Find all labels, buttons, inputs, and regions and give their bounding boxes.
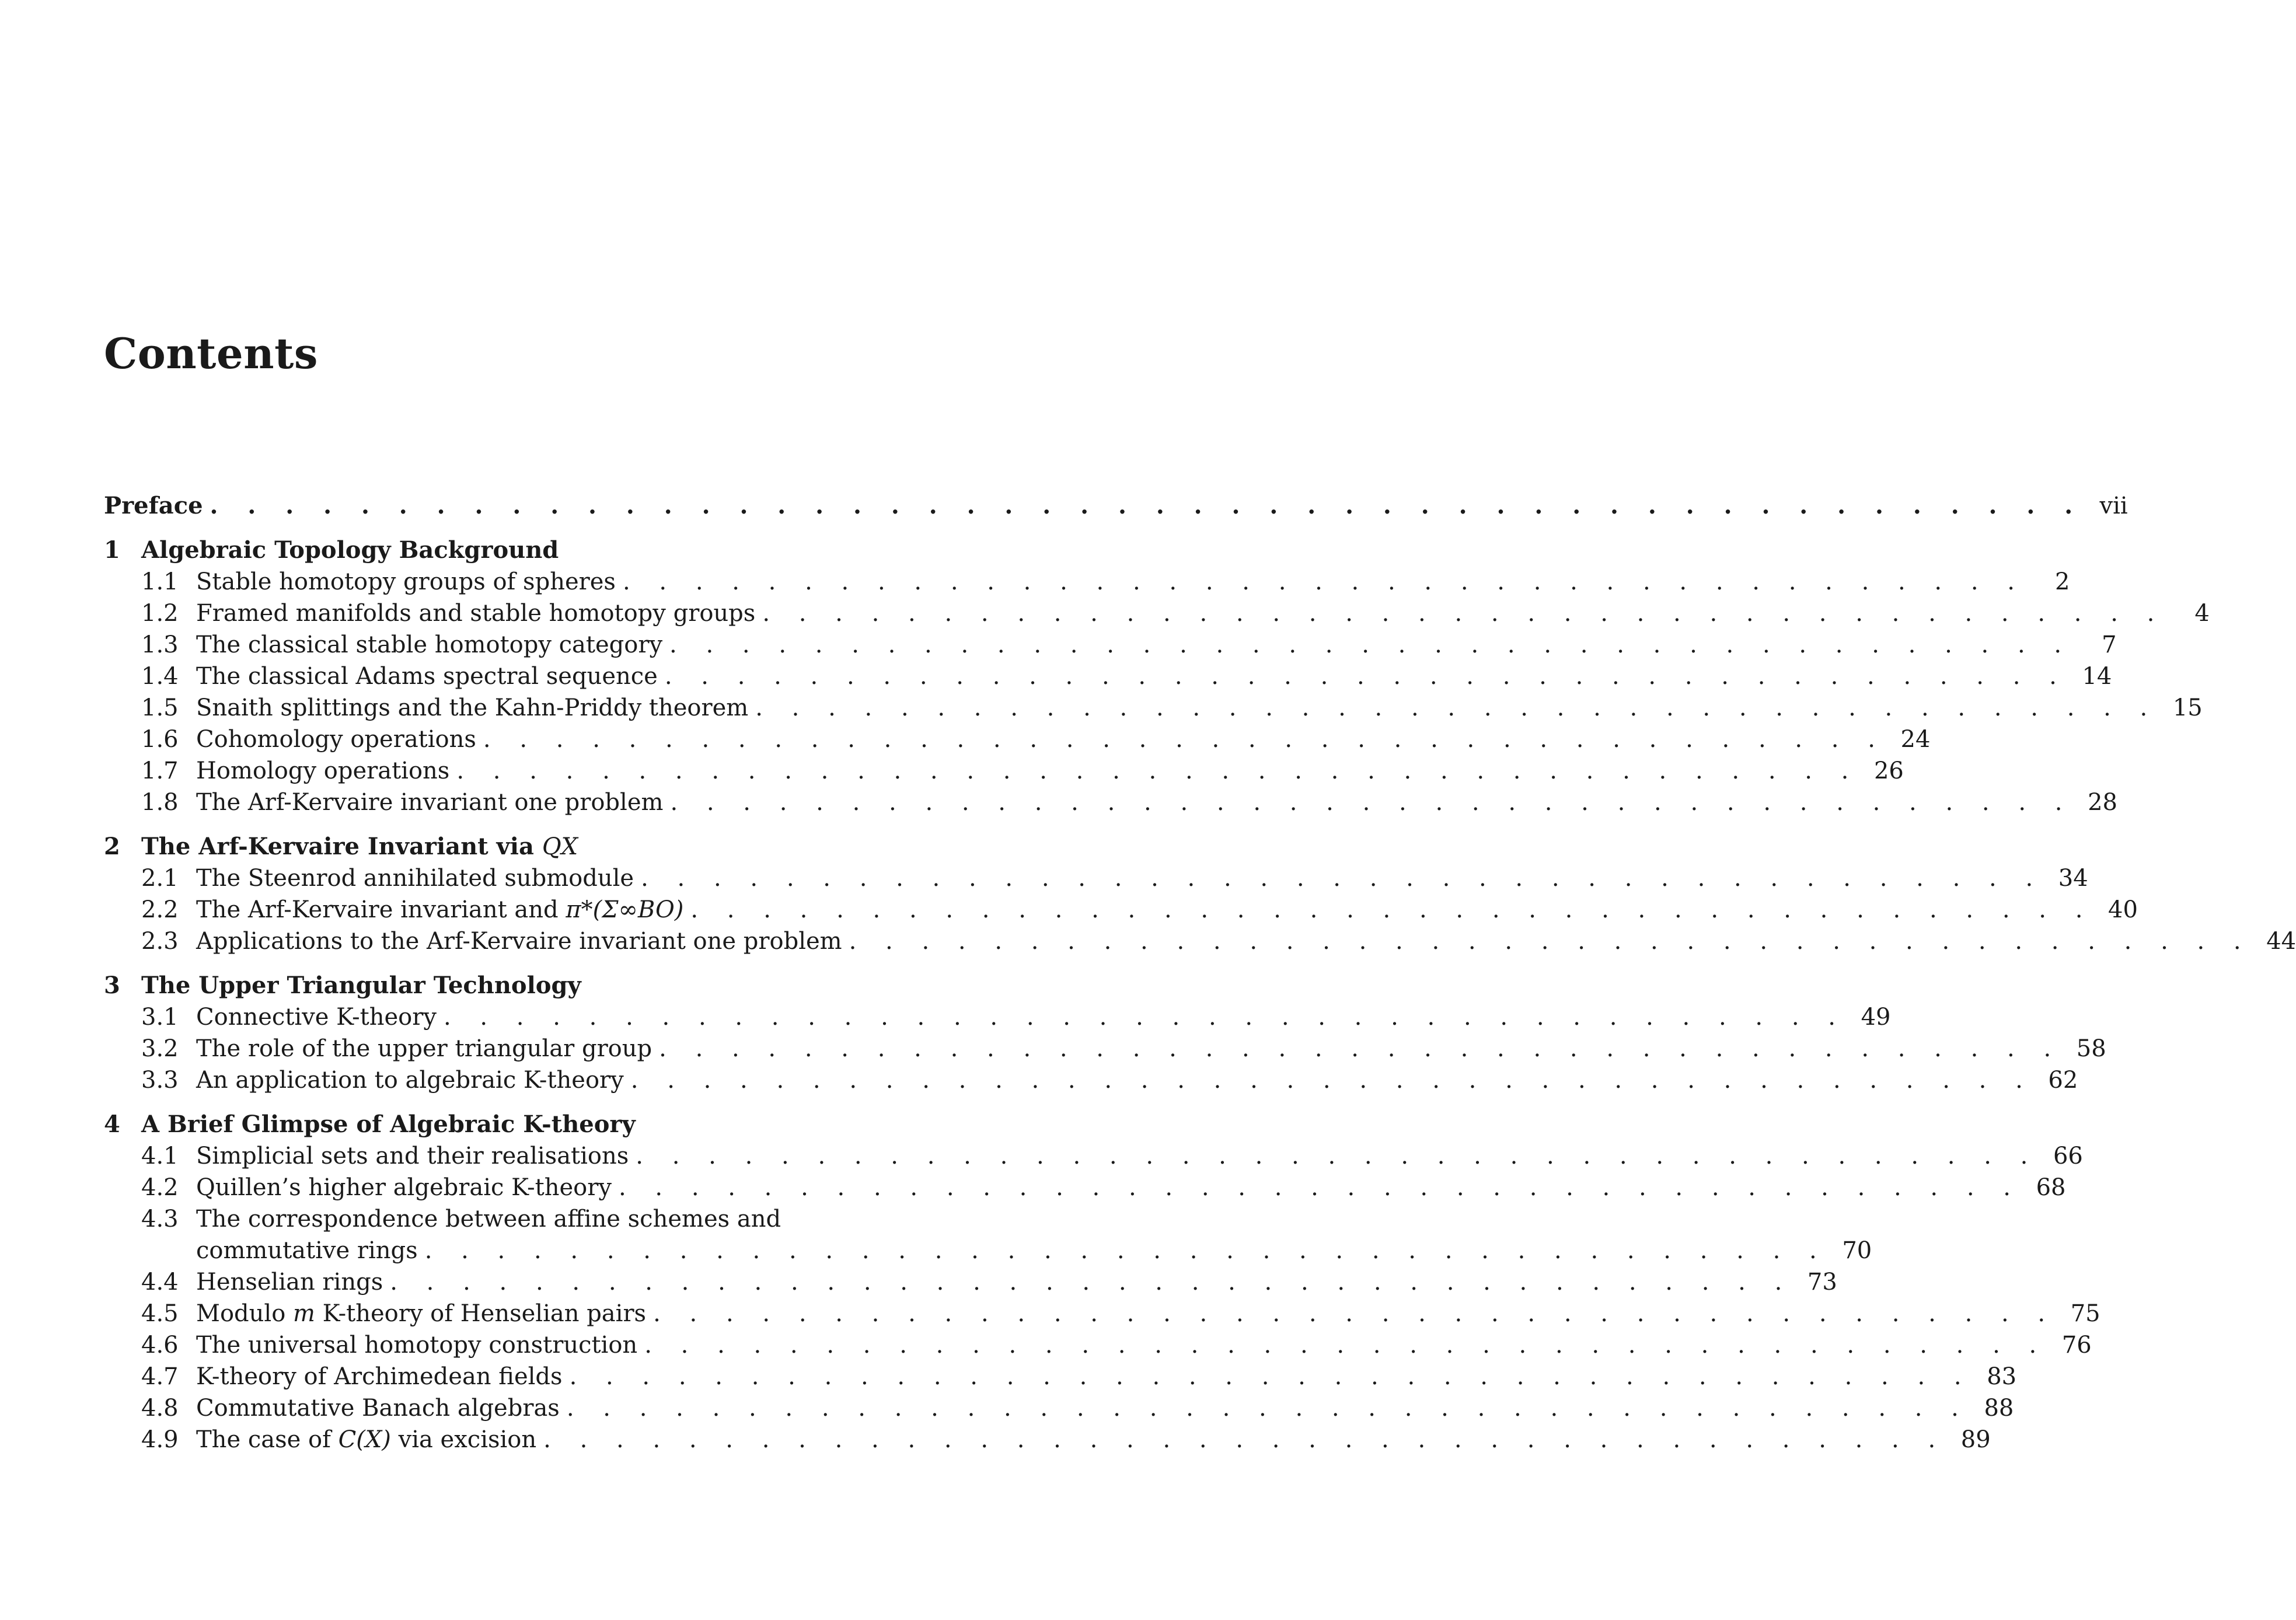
section-title — [196, 1424, 541, 1455]
section-title-text: Modulo — [196, 1300, 293, 1327]
dot-leader: . . . . . . . . . . . . . . . . . . . . . . . . . . . . . . . . . . . . . . . . . . . . . . . . . . — [210, 492, 2084, 519]
dot-leader: . . . . . . . . . . . . . . . . . . . . . . . . . . . . . . . . . . . . . . . — [755, 694, 2158, 721]
section-title-line1: The correspondence between affine schemes and — [196, 1206, 781, 1233]
section-number: 4.5 — [141, 1300, 179, 1327]
page-number: 28 — [2088, 789, 2117, 816]
toc-entry[interactable] — [104, 1298, 2100, 1329]
section-title: Stable homotopy groups of spheres — [196, 568, 616, 595]
toc-entry[interactable] — [104, 1203, 1872, 1266]
page-number: 62 — [2048, 1067, 2078, 1094]
page-number: 66 — [2053, 1143, 2083, 1169]
dot-leader: . . . . . . . . . . . . . . . . . . . . . . . . . . . . . . . . . . . . . . . — [664, 663, 2068, 690]
section-title: Framed manifolds and stable homotopy groups — [196, 600, 756, 627]
table-of-contents — [104, 490, 2296, 1455]
dot-leader: . . . . . . . . . . . . . . . . . . . . . . . . . . . . . . . . . . . . . . . — [690, 896, 2093, 923]
chapter-title-text: The Arf-Kervaire Invariant via — [141, 833, 542, 860]
toc-entry[interactable] — [104, 1064, 2078, 1096]
page-number: 88 — [1984, 1395, 2014, 1422]
section-title: The universal homotopy construction — [196, 1332, 638, 1359]
dot-leader: . . . . . . . . . . . . . . . . . . . . . . . . . . . . . . . . . . . . . . . — [622, 568, 2026, 595]
section-number: 1.2 — [141, 600, 179, 627]
dot-leader: . . . . . . . . . . . . . . . . . . . . . . . . . . . . . . . . . . . . . . . — [566, 1395, 1970, 1422]
section-title-text: via excision — [390, 1426, 537, 1453]
toc-entry[interactable] — [104, 926, 2296, 957]
dot-leader: . . . . . . . . . . . . . . . . . . . . . . . . . . . . . . . . . . . . . . . — [644, 1332, 2047, 1359]
section-number: 1.6 — [141, 726, 179, 753]
toc-entry[interactable] — [104, 598, 2210, 629]
dot-leader: . . . . . . . . . . . . . . . . . . . . . . . . . . . . . . . . . . . . . . . — [630, 1067, 2034, 1094]
page-title: Contents — [104, 329, 318, 378]
toc-entry[interactable] — [104, 661, 2112, 692]
section-number: 4.9 — [141, 1426, 179, 1453]
section-title: Applications to the Arf-Kervaire invariant one problem — [196, 928, 842, 955]
section-number: 1.7 — [141, 757, 179, 784]
section-number: 4.1 — [141, 1143, 179, 1169]
chapter-title: The Upper Triangular Technology — [141, 972, 581, 999]
toc-entry[interactable] — [104, 566, 2070, 598]
section-number: 4.8 — [141, 1395, 179, 1422]
dot-leader: . . . . . . . . . . . . . . . . . . . . . . . . . . . . . . . . . . . . . . . — [443, 1004, 1847, 1031]
section-title: Homology operations — [196, 757, 450, 784]
chapter-title: A Brief Glimpse of Algebraic K-theory — [141, 1111, 636, 1138]
math-pi-sigma-bo: π*(Σ∞BO) — [566, 896, 684, 923]
dot-leader: . . . . . . . . . . . . . . . . . . . . . . . . . . . . . . . . . . . . . . . — [653, 1300, 2056, 1327]
section-title: Quillen’s higher algebraic K-theory — [196, 1174, 612, 1201]
toc-entry[interactable] — [104, 1361, 2017, 1392]
section-number: 3.3 — [141, 1067, 179, 1094]
page-number: 70 — [1842, 1237, 1872, 1264]
section-title-text: The case of — [196, 1426, 339, 1453]
page-number: 44 — [2266, 928, 2296, 955]
section-title-line2: commutative rings — [196, 1237, 418, 1264]
page-number: 89 — [1960, 1426, 1991, 1453]
section-number: 4.7 — [141, 1363, 179, 1390]
dot-leader: . . . . . . . . . . . . . . . . . . . . . . . . . . . . . . . . . . . . . . . — [618, 1174, 2022, 1201]
section-number: 1.1 — [141, 568, 179, 595]
dot-leader: . . . . . . . . . . . . . . . . . . . . . . . . . . . . . . . . . . . . . . . — [849, 928, 2252, 955]
dot-leader: . . . . . . . . . . . . . . . . . . . . . . . . . . . . . . . . . . . . . . . — [390, 1269, 1793, 1296]
chapter-heading-4[interactable] — [104, 1109, 972, 1140]
dot-leader: . . . . . . . . . . . . . . . . . . . . . . . . . . . . . . . . . . . . . . . — [659, 1035, 2062, 1062]
toc-entry[interactable] — [104, 1172, 2066, 1203]
section-title: Cohomology operations — [196, 726, 476, 753]
section-title: The classical Adams spectral sequence — [196, 663, 658, 690]
page-number: vii — [2099, 493, 2128, 519]
section-number: 1.8 — [141, 789, 179, 816]
section-title: Connective K-theory — [196, 1004, 437, 1031]
section-title: Simplicial sets and their realisations — [196, 1143, 629, 1169]
dot-leader: . . . . . . . . . . . . . . . . . . . . . . . . . . . . . . . . . . . . . . . — [669, 631, 2072, 658]
page-number: 76 — [2061, 1332, 2092, 1359]
toc-entry[interactable] — [104, 1001, 1891, 1033]
section-number: 3.1 — [141, 1004, 179, 1031]
chapter-title: Algebraic Topology Background — [141, 536, 559, 564]
section-title: Henselian rings — [196, 1269, 383, 1296]
section-number: 4.2 — [141, 1174, 179, 1201]
chapter-number: 4 — [104, 1111, 120, 1138]
dot-leader: . . . . . . . . . . . . . . . . . . . . . . . . . . . . . . . . . . . . . . . — [762, 600, 2165, 627]
section-title: K-theory of Archimedean fields — [196, 1363, 563, 1390]
chapter-heading-2[interactable] — [104, 831, 972, 863]
math-m: m — [293, 1300, 315, 1327]
page-number: 7 — [2102, 631, 2117, 658]
chapter-number: 2 — [104, 833, 120, 860]
page-number: 14 — [2082, 663, 2112, 690]
section-number: 4.4 — [141, 1269, 179, 1296]
page-number: 73 — [1807, 1269, 1837, 1296]
dot-leader: . . . . . . . . . . . . . . . . . . . . . . . . . . . . . . . . . . . . . . . — [641, 865, 2044, 892]
section-title-text: K-theory of Henselian pairs — [315, 1300, 647, 1327]
page-number: 40 — [2108, 896, 2138, 923]
page-number: 34 — [2058, 865, 2088, 892]
toc-entry[interactable] — [104, 692, 2203, 724]
chapter-number: 1 — [104, 536, 120, 564]
section-number: 3.2 — [141, 1035, 179, 1062]
page-number: 75 — [2070, 1300, 2100, 1327]
section-title: Commutative Banach algebras — [196, 1395, 560, 1422]
chapter-number: 3 — [104, 972, 120, 999]
page-number: 49 — [1861, 1004, 1891, 1031]
page-number: 58 — [2076, 1035, 2106, 1062]
toc-entry[interactable] — [104, 787, 2117, 818]
page-number: 26 — [1873, 757, 1904, 784]
section-number: 2.3 — [141, 928, 179, 955]
section-number: 1.5 — [141, 694, 179, 721]
section-title: An application to algebraic K-theory — [196, 1067, 624, 1094]
toc-entry[interactable] — [104, 1392, 2014, 1424]
chapter-title — [141, 831, 582, 863]
math-qx: QX — [542, 833, 578, 860]
chapter-heading-3[interactable] — [104, 970, 972, 1001]
preface-label: Preface — [104, 492, 203, 519]
section-title: The role of the upper triangular group — [196, 1035, 652, 1062]
dot-leader: . . . . . . . . . . . . . . . . . . . . . . . . . . . . . . . . . . . . . . . — [569, 1363, 1973, 1390]
section-number: 4.3 — [141, 1206, 179, 1233]
dot-leader: . . . . . . . . . . . . . . . . . . . . . . . . . . . . . . . . . . . . . . . — [636, 1143, 2039, 1169]
page-number: 15 — [2172, 694, 2203, 721]
section-title: The Steenrod annihilated submodule — [196, 865, 634, 892]
page-number: 68 — [2036, 1174, 2066, 1201]
toc-entry-preface[interactable] — [104, 490, 2128, 522]
section-number: 4.6 — [141, 1332, 179, 1359]
toc-entry[interactable] — [104, 724, 1931, 755]
page-number: 83 — [1987, 1363, 2017, 1390]
toc-entry[interactable] — [104, 629, 2117, 661]
section-title: The classical stable homotopy category — [196, 631, 663, 658]
toc-entry[interactable] — [104, 1140, 2083, 1172]
toc-entry[interactable] — [104, 1329, 2092, 1361]
toc-entry[interactable] — [104, 894, 2138, 926]
section-title-text: The Arf-Kervaire invariant and — [196, 896, 566, 923]
dot-leader: . . . . . . . . . . . . . . . . . . . . . . . . . . . . . . . . . . . . . . . — [424, 1237, 1828, 1264]
page-number: 24 — [1900, 726, 1931, 753]
toc-entry[interactable] — [104, 1033, 2106, 1064]
section-title-line2-row — [196, 1235, 1872, 1266]
dot-leader: . . . . . . . . . . . . . . . . . . . . . . . . . . . . . . . . . . . . . . . — [456, 757, 1859, 784]
section-number: 2.1 — [141, 865, 179, 892]
section-title — [196, 1298, 651, 1329]
toc-entry[interactable] — [104, 863, 2088, 894]
section-title: Snaith splittings and the Kahn-Priddy theorem — [196, 694, 749, 721]
dot-leader: . . . . . . . . . . . . . . . . . . . . . . . . . . . . . . . . . . . . . . . — [483, 726, 1886, 753]
section-title-block — [196, 1203, 1872, 1266]
dot-leader: . . . . . . . . . . . . . . . . . . . . . . . . . . . . . . . . . . . . . . . — [543, 1426, 1946, 1453]
toc-entry[interactable] — [104, 1266, 1837, 1298]
section-title — [196, 894, 688, 926]
math-cx: C(X) — [338, 1426, 391, 1453]
page-number: 4 — [2194, 600, 2210, 627]
dot-leader: . . . . . . . . . . . . . . . . . . . . . . . . . . . . . . . . . . . . . . . — [670, 789, 2073, 816]
chapter-heading-1[interactable] — [104, 535, 972, 566]
section-title: The Arf-Kervaire invariant one problem — [196, 789, 664, 816]
toc-entry[interactable] — [104, 1424, 1991, 1455]
section-number: 2.2 — [141, 896, 179, 923]
section-number: 1.4 — [141, 663, 179, 690]
toc-entry[interactable] — [104, 755, 1904, 787]
page-number: 2 — [2055, 568, 2070, 595]
section-number: 1.3 — [141, 631, 179, 658]
